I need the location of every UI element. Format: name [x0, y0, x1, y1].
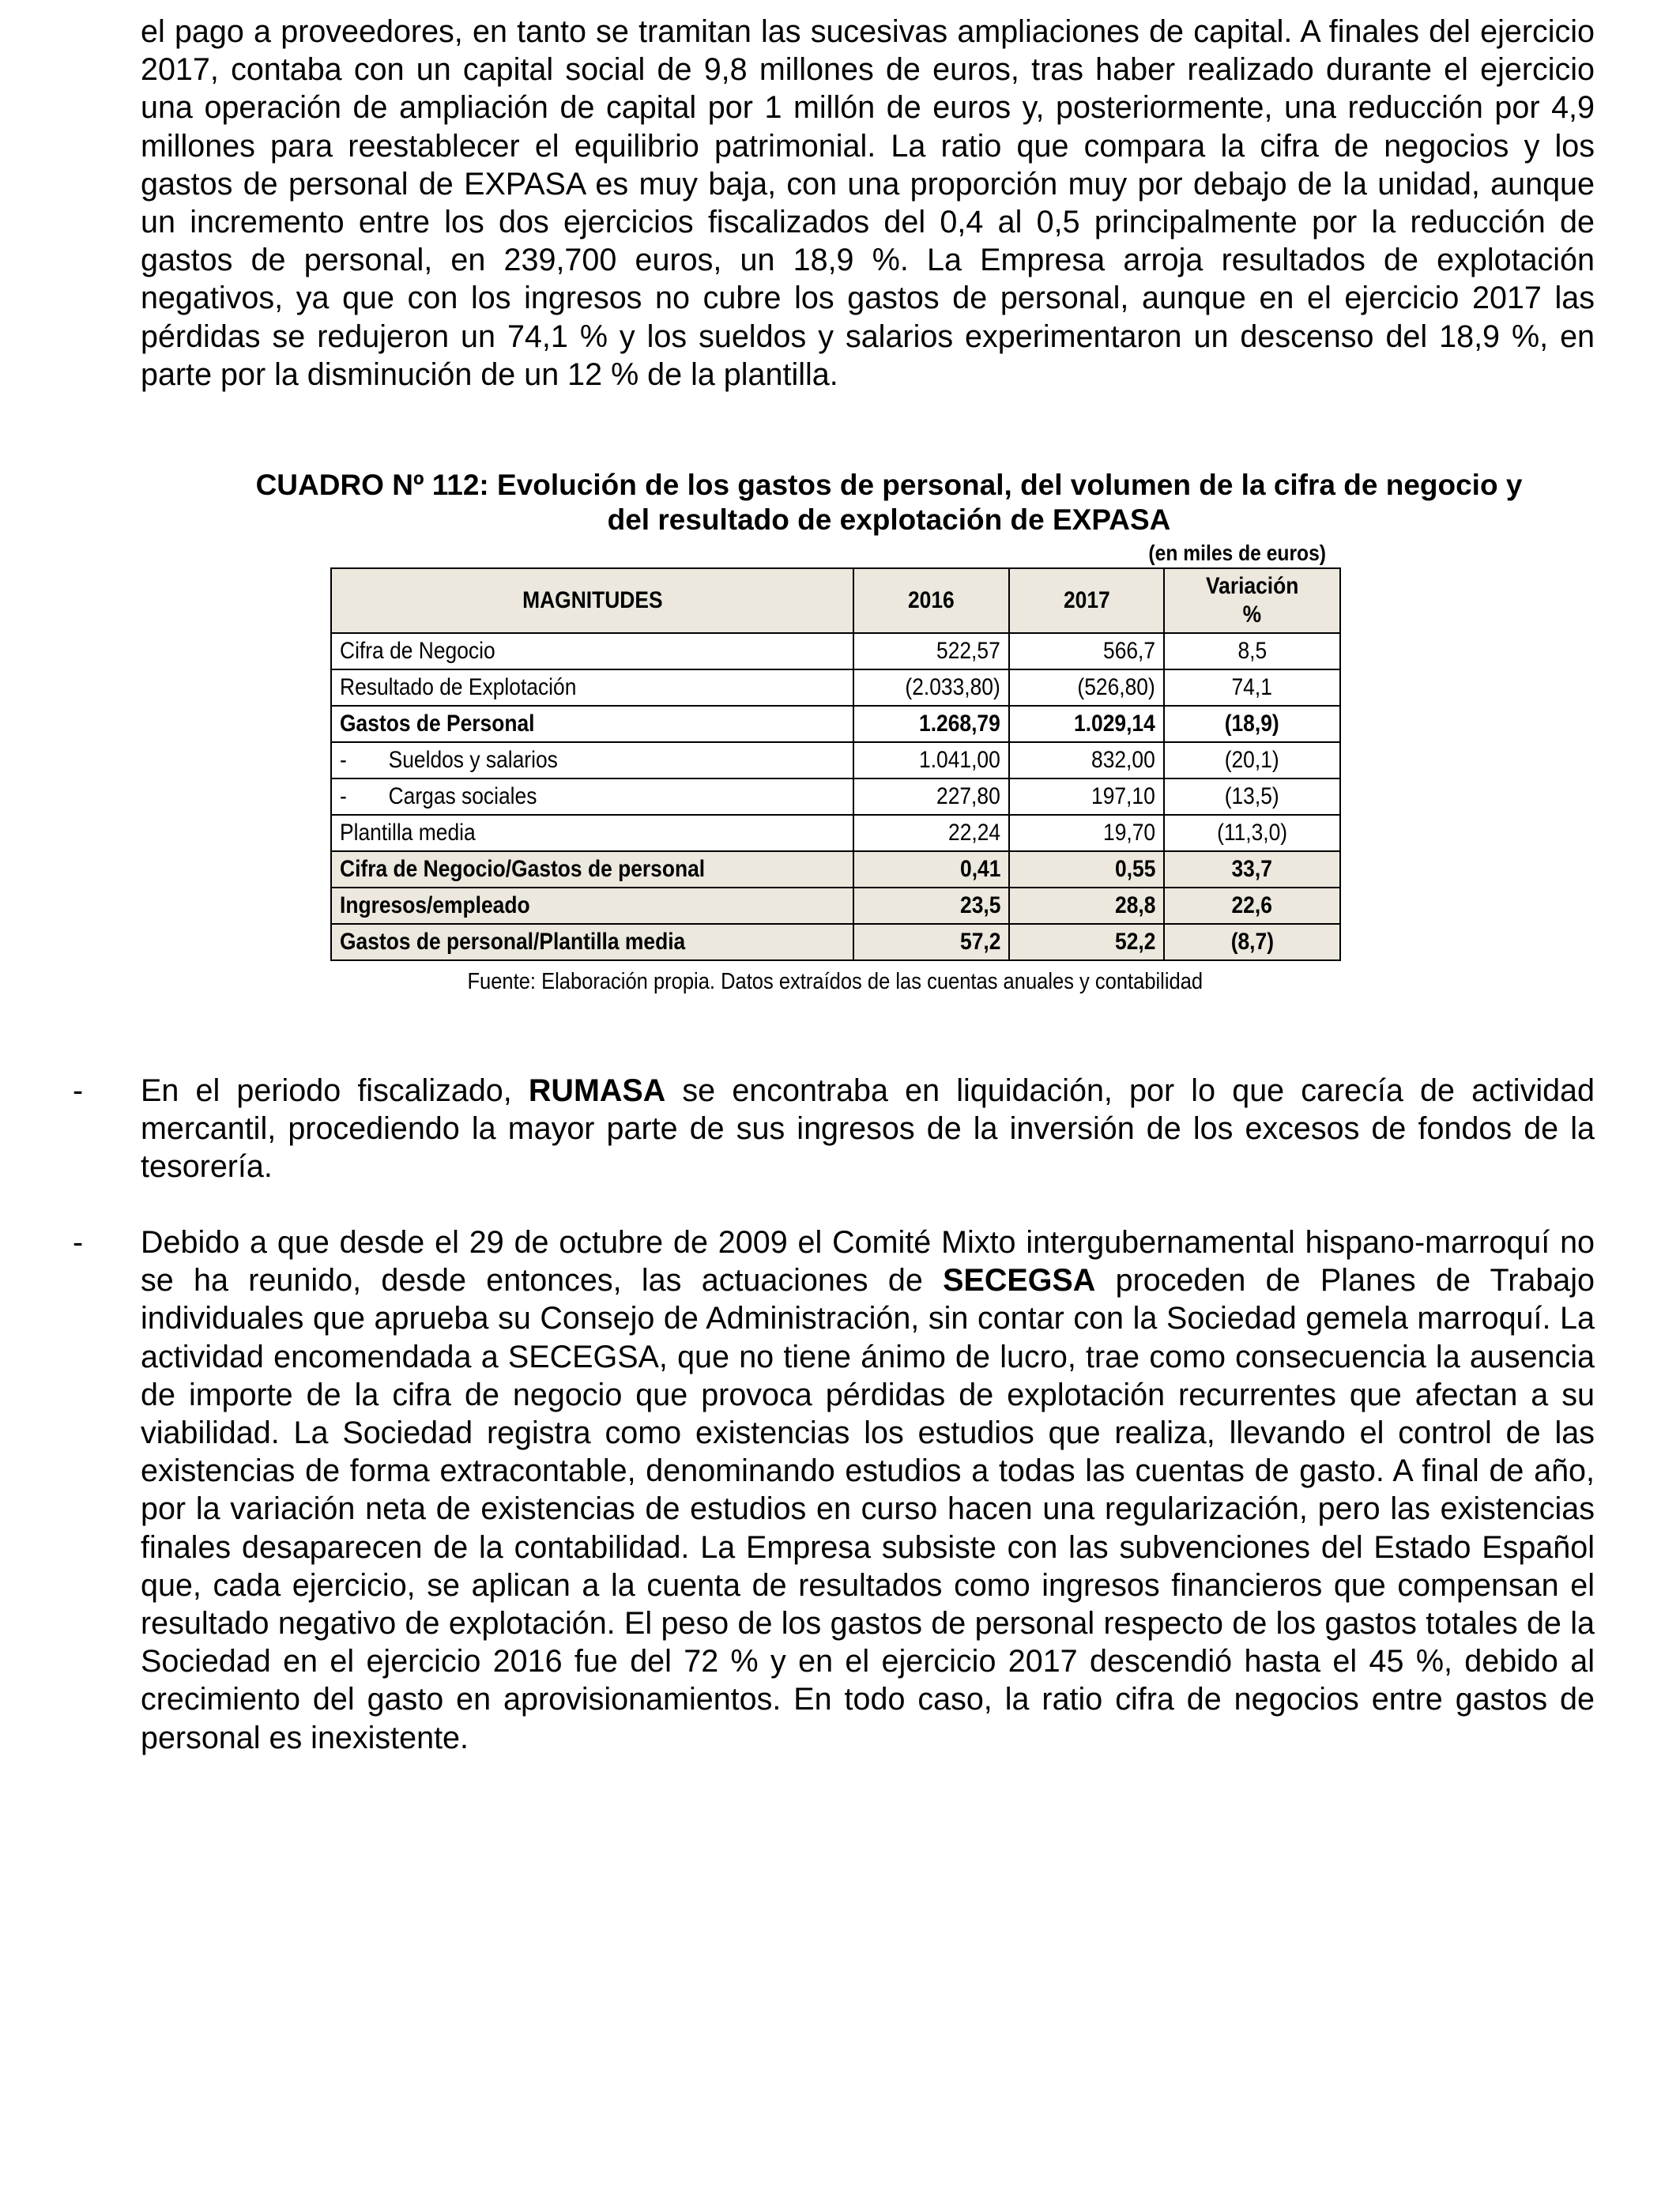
header-magnitudes: MAGNITUDES [331, 568, 853, 633]
bullet-secegsa: Debido a que desde el 29 de octubre de 2009 el Comité Mixto intergubernamental hispano-marroquí no se ha reunido, desde entonces, las actuaciones de SECEGSA proceden de Planes de Trabajo individuales que aprueba su Consejo de Administración, sin contar con la Sociedad gemela marroquí. La actividad encomendada a SECEGSA, que no tiene ánimo de lucro, trae como consecuencia la ausencia de importe de la cifra de negocio que provoca pérdidas de explotación recurrentes que afectan a su viabilidad. La Sociedad registra como existencias los estudios que realiza, llevando el control de las existencias de forma extracontable, denominando estudios a todas las cuentas de gasto. A final de año, por la variación neta de existencias de estudios en curso hacen una regularización, pero las existencias finales desaparecen de la contabilidad. La Empresa subsiste con las subvenciones del Estado Español que, cada ejercicio, se aplican a la cuenta de resultados como ingresos financieros que compensan el resultado negativo de explotación. El peso de los gastos de personal respecto de los gastos totales de la Sociedad en el ejercicio 2016 fue del 72 % y en el ejercicio 2017 descendió hasta el 45 %, debido al crecimiento del gasto en aprovisionamientos. En todo caso, la ratio cifra de negocios entre gastos de personal es inexistente. [141, 1225, 1595, 1755]
table-row: - Cargas sociales 227,80 197,10 (13,5) [331, 778, 1340, 815]
bullet-rumasa: En el periodo fiscalizado, RUMASA se encontraba en liquidación, por lo que carecía de actividad mercantil, procediendo la mayor parte de sus ingresos de la inversión de los excesos de fondos de la tesorería. [141, 1073, 1595, 1185]
rumasa-name: RUMASA [528, 1073, 666, 1108]
expasa-table [330, 567, 1341, 961]
table-row: Ingresos/empleado 23,5 28,8 22,6 [331, 888, 1340, 924]
table-row: - Sueldos y salarios 1.041,00 832,00 (20,1) [331, 742, 1340, 778]
table-source: Fuente: Elaboración propia. Datos extraídos de las cuentas anuales y contabilidad [467, 969, 1203, 994]
table-row: Gastos de personal/Plantilla media 57,2 52,2 (8,7) [331, 924, 1340, 960]
table-row: Resultado de Explotación (2.033,80) (526,80) 74,1 [331, 669, 1340, 706]
bullet-dash: - [73, 1073, 84, 1108]
table-units: (en miles de euros) [1148, 541, 1326, 565]
secegsa-name: SECEGSA [943, 1263, 1096, 1299]
table-row: Cifra de Negocio 522,57 566,7 8,5 [331, 633, 1340, 669]
header-2017: 2017 [1009, 568, 1164, 633]
table-caption-line1: CUADRO Nº 112: Evolución de los gastos de personal, del volumen de la cifra de negocio y [255, 469, 1523, 501]
table-row: Gastos de Personal 1.268,79 1.029,14 (18,9) [331, 706, 1340, 742]
header-2016: 2016 [853, 568, 1009, 633]
table-caption-line2: del resultado de explotación de EXPASA [607, 503, 1171, 536]
table-header-row [331, 568, 1340, 633]
header-variation: Variación % [1164, 568, 1340, 633]
table-row: Plantilla media 22,24 19,70 (11,3,0) [331, 815, 1340, 851]
table-row: Cifra de Negocio/Gastos de personal 0,41 0,55 33,7 [331, 851, 1340, 888]
bullet-dash: - [73, 1225, 84, 1260]
intro-paragraph: el pago a proveedores, en tanto se tramitan las sucesivas ampliaciones de capital. A finales del ejercicio 2017, contaba con un capital social de 9,8 millones de euros, tras haber realizado durante el ejercicio una operación de ampliación de capital por 1 millón de euros y, posteriormente, una reducción por 4,9 millones para reestablecer el equilibrio patrimonial. La ratio que compara la cifra de negocios y los gastos de personal de EXPASA es muy baja, con una proporción muy por debajo de la unidad, aunque un incremento entre los dos ejercicios fiscalizados del 0,4 al 0,5 principalmente por la reducción de gastos de personal, en 239,700 euros, un 18,9 %. La Empresa arroja resultados de explotación negativos, ya que con los ingresos no cubre los gastos de personal, aunque en el ejercicio 2017 las pérdidas se redujeron un 74,1 % y los sueldos y salarios experimentaron un descenso del 18,9 %, en parte por la disminución de un 12 % de la plantilla. [141, 14, 1595, 392]
